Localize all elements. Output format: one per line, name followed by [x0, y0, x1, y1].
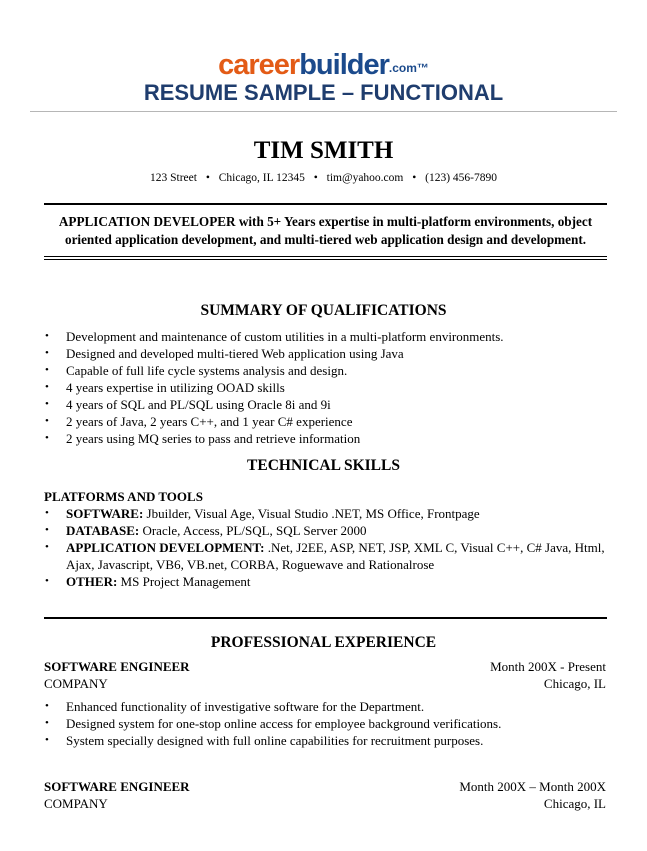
divider	[44, 617, 607, 619]
skills-heading: TECHNICAL SKILLS	[247, 457, 400, 474]
contact-separator: •	[205, 172, 210, 184]
list-item: • System specially designed with full online capabilities for recruitment purposes.	[45, 733, 484, 748]
bullet-icon: •	[45, 381, 49, 393]
contact-email[interactable]: tim@yahoo.com	[326, 172, 404, 184]
resume-sample-title: RESUME SAMPLE – FUNCTIONAL	[143, 80, 504, 105]
job-company: COMPANY	[44, 676, 108, 691]
list-item: • Designed system for one-stop online access for employee background verifications.	[45, 716, 502, 731]
skill-text: .Net, J2EE, ASP, NET, JSP, XML C, Visual C++, C# Java, Html, Ajax, Javascript, VB6, VB.net, CORBA, Roguewave and Rationalrose	[66, 540, 605, 572]
skills-list	[44, 505, 607, 590]
skill-text: Jbuilder, Visual Age, Visual Studio .NET, MS Office, Frontpage	[143, 506, 480, 521]
careerbuilder-logo	[0, 49, 647, 81]
logo-word-builder: builder	[299, 49, 389, 81]
objective-statement	[44, 213, 607, 249]
job-dates: Month 200X - Present	[490, 659, 606, 674]
contact-phone: (123) 456-7890	[425, 172, 498, 184]
list-item: • 2 years using MQ series to pass and retrieve information	[45, 431, 361, 446]
list-item	[44, 539, 607, 573]
contact-separator: •	[412, 172, 417, 184]
job-title: SOFTWARE ENGINEER	[44, 659, 190, 674]
contact-line	[0, 171, 647, 185]
job-location: Chicago, IL	[543, 676, 606, 691]
skill-label: DATABASE:	[66, 523, 140, 538]
list-item: • 2 years of Java, 2 years C++, and 1 year C# experience	[45, 414, 353, 429]
bullet-icon: •	[45, 734, 49, 746]
double-divider	[44, 256, 607, 260]
bullet-icon: •	[45, 398, 49, 410]
platforms-subheading: PLATFORMS AND TOOLS	[44, 489, 203, 504]
bullet-icon: •	[45, 507, 49, 519]
experience-heading: PROFESSIONAL EXPERIENCE	[210, 634, 437, 651]
list-item: • Enhanced functionality of investigative software for the Department.	[45, 699, 425, 714]
bullet-icon: •	[45, 364, 49, 376]
bullet-icon: •	[45, 575, 49, 587]
skill-label: APPLICATION DEVELOPMENT:	[66, 540, 265, 555]
list-item: • 4 years expertise in utilizing OOAD skills	[45, 380, 285, 395]
job-bullets	[44, 698, 607, 749]
candidate-name: TIM SMITH	[253, 137, 394, 164]
contact-street: 123 Street	[149, 172, 197, 184]
bullet-icon: •	[45, 717, 49, 729]
summary-list	[44, 328, 607, 447]
list-item: • 4 years of SQL and PL/SQL using Oracle 8i and 9i	[45, 397, 331, 412]
logo-trademark: ™	[416, 61, 429, 75]
skill-label: OTHER:	[66, 574, 118, 589]
bullet-icon: •	[45, 330, 49, 342]
bullet-icon: •	[45, 541, 49, 553]
logo-word-com: .com	[388, 61, 417, 75]
divider	[44, 203, 607, 205]
list-item: • Capable of full life cycle systems analysis and design.	[45, 363, 348, 378]
job-company: COMPANY	[44, 796, 108, 811]
objective-line: APPLICATION DEVELOPER with 5+ Years expertise in multi-platform environments, object	[58, 214, 593, 229]
logo-word-career: career	[218, 49, 300, 81]
job-dates: Month 200X – Month 200X	[459, 779, 606, 794]
list-item: • Designed and developed multi-tiered Web application using Java	[45, 346, 404, 361]
list-item	[44, 522, 607, 539]
bullet-icon: •	[45, 347, 49, 359]
list-item	[44, 573, 607, 590]
skill-label: SOFTWARE:	[66, 506, 144, 521]
bullet-icon: •	[45, 524, 49, 536]
skill-text: MS Project Management	[117, 574, 251, 589]
summary-heading: SUMMARY OF QUALIFICATIONS	[200, 302, 447, 319]
contact-separator: •	[313, 172, 318, 184]
job-title: SOFTWARE ENGINEER	[44, 779, 190, 794]
list-item: • Development and maintenance of custom utilities in a multi-platform environments.	[45, 329, 504, 344]
bullet-icon: •	[45, 700, 49, 712]
skill-text: Oracle, Access, PL/SQL, SQL Server 2000	[139, 523, 367, 538]
objective-line: oriented application development, and multi-tiered web application design and development.	[64, 232, 587, 247]
list-item	[44, 505, 607, 522]
job-location: Chicago, IL	[543, 796, 606, 811]
header-divider	[30, 111, 617, 112]
contact-city: Chicago, IL 12345	[218, 172, 305, 184]
bullet-icon: •	[45, 415, 49, 427]
bullet-icon: •	[45, 432, 49, 444]
